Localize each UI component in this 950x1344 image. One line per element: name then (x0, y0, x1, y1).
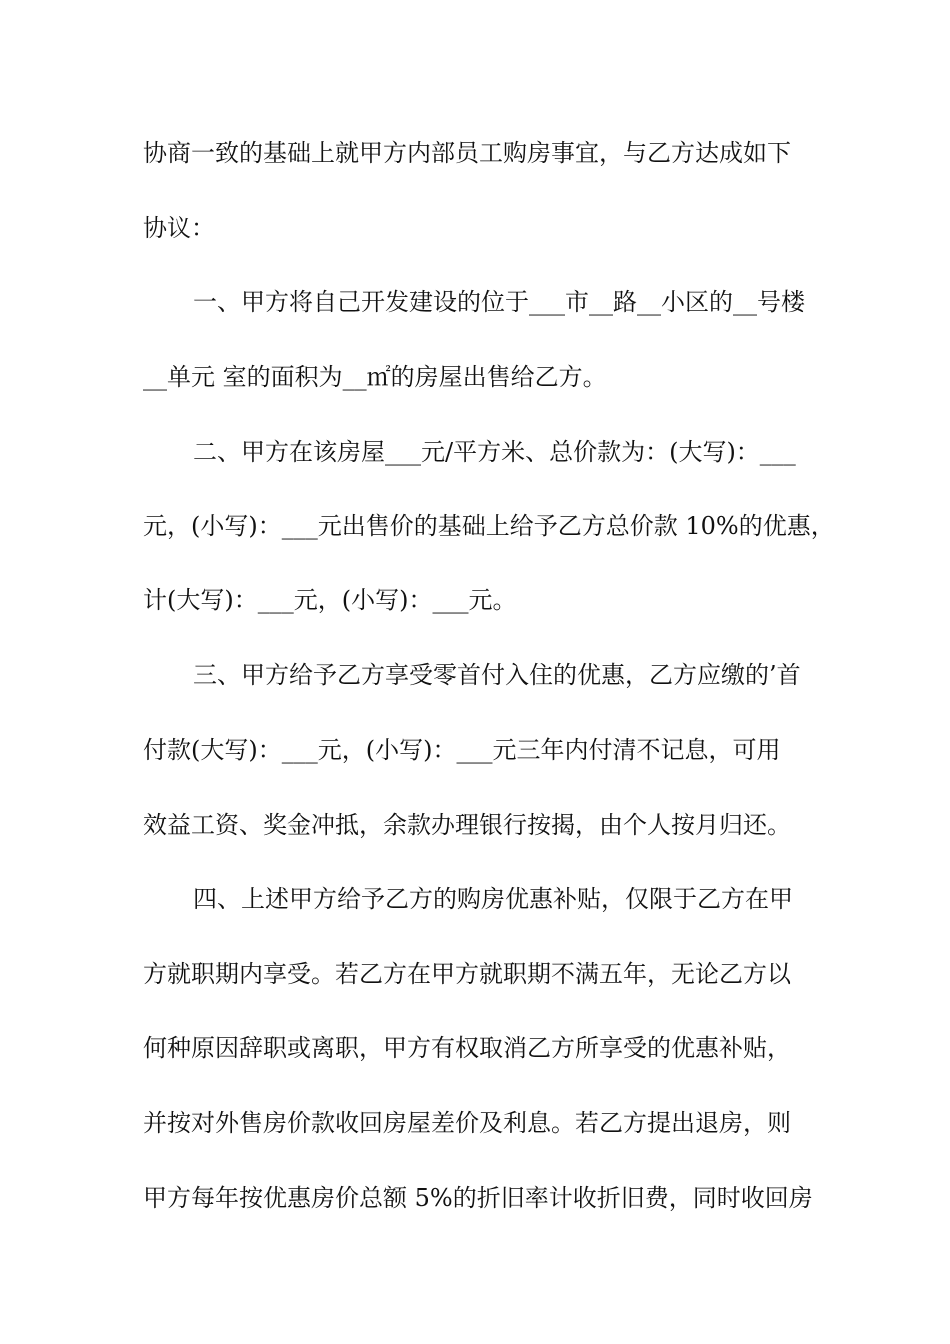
text-line: 二、甲方在该房屋___元/平方米、总价款为：(大写)：___ (193, 438, 796, 466)
text-line: __单元 室的面积为__㎡的房屋出售给乙方。 (143, 363, 607, 391)
text-line: 一、甲方将自己开发建设的位于___市__路__小区的__号楼 (193, 288, 805, 316)
text-line: 计(大写)：___元，(小写)：___元。 (143, 586, 517, 614)
text-line: 甲方每年按优惠房价总额 5%的折旧率计收折旧费，同时收回房 (143, 1184, 813, 1212)
text-line: 协商一致的基础上就甲方内部员工购房事宜，与乙方达成如下 (143, 139, 791, 167)
text-line: 何种原因辞职或离职，甲方有权取消乙方所享受的优惠补贴， (143, 1034, 791, 1062)
text-line: 付款(大写)：___元，(小写)：___元三年内付清不记息，可用 (143, 736, 781, 764)
text-line: 方就职期内享受。若乙方在甲方就职期不满五年，无论乙方以 (143, 960, 791, 988)
text-line: 协议： (143, 214, 215, 242)
text-line: 三、甲方给予乙方享受零首付入住的优惠，乙方应缴的’首 (193, 661, 801, 689)
text-line: 四、上述甲方给予乙方的购房优惠补贴，仅限于乙方在甲 (193, 885, 793, 913)
text-line: 元，(小写)：___元出售价的基础上给予乙方总价款 10%的优惠， (143, 512, 835, 540)
text-line: 效益工资、奖金冲抵，余款办理银行按揭，由个人按月归还。 (143, 811, 791, 839)
text-line: 并按对外售房价款收回房屋差价及利息。若乙方提出退房，则 (143, 1109, 791, 1137)
